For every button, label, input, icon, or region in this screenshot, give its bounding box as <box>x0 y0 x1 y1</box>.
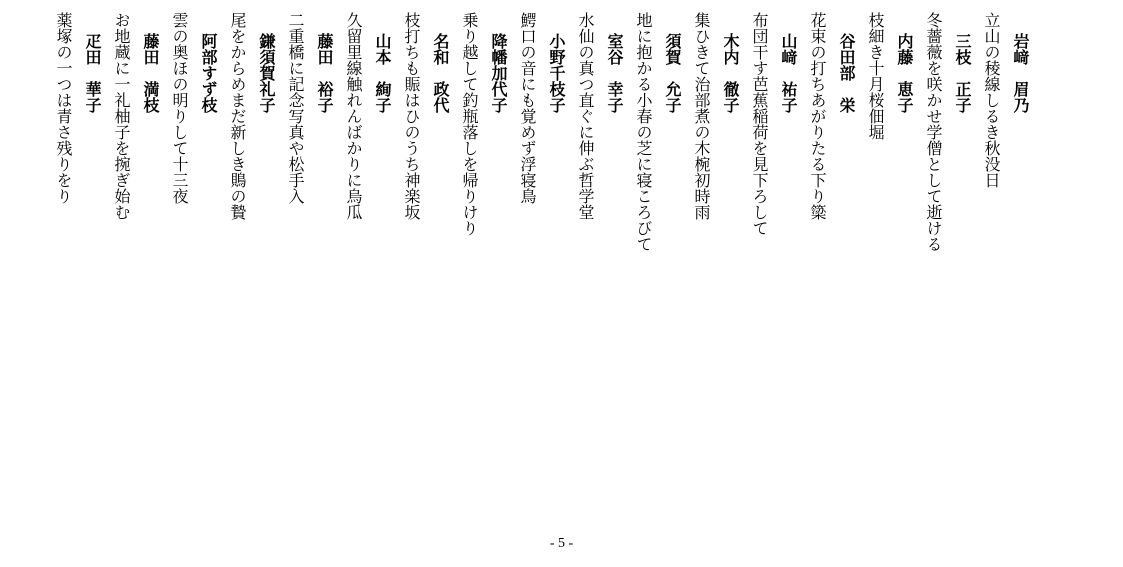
author-name: 名和 政代 <box>431 32 450 113</box>
haiku-text: 立山の稜線しるき秋没日 <box>982 12 1001 188</box>
author-name: 須賀 允子 <box>663 32 682 113</box>
haiku-text: 地に抱かる小春の芝に寝ころびて <box>634 12 653 252</box>
haiku-text: 枝打ちも賑はひのうち神楽坂 <box>402 12 421 220</box>
haiku-entry <box>571 12 629 512</box>
author-name: 降幡加代子 <box>489 32 508 113</box>
author-name: 鎌須賀礼子 <box>257 32 276 113</box>
haiku-entry <box>513 12 571 512</box>
haiku-entry <box>397 12 455 512</box>
author-name: 山﨑 祐子 <box>779 32 798 113</box>
haiku-text: 薬塚の一つは青さ残りをり <box>54 12 73 204</box>
haiku-entry <box>49 12 107 512</box>
author-name: 室谷 幸子 <box>605 32 624 113</box>
author-name: 岩﨑 眉乃 <box>1011 32 1030 113</box>
haiku-text: 枝細き十月桜佃堀 <box>866 12 885 140</box>
haiku-text: 集ひきて治部煮の木椀初時雨 <box>692 12 711 220</box>
haiku-entry <box>107 12 165 512</box>
author-name: 藤田 裕子 <box>315 32 334 113</box>
author-name: 木内 徹子 <box>721 32 740 113</box>
haiku-entry <box>629 12 687 512</box>
haiku-entry <box>919 12 977 512</box>
haiku-entry <box>687 12 745 512</box>
haiku-text: 二重橋に記念写真や松手入 <box>286 12 305 204</box>
author-name: 山本 絢子 <box>373 32 392 113</box>
haiku-text: 布団干す芭蕉稲荷を見下ろして <box>750 12 769 236</box>
haiku-text: 水仙の真つ直ぐに伸ぶ哲学堂 <box>576 12 595 220</box>
haiku-text: 鰐口の音にも覚めず浮寝鳥 <box>518 12 537 204</box>
author-name: 疋田 華子 <box>83 32 102 113</box>
author-name: 谷田部 栄 <box>837 32 856 113</box>
haiku-text: 花束の打ちあがりたる下り簗 <box>808 12 827 220</box>
author-name: 三枝 正子 <box>953 32 972 113</box>
haiku-entry <box>223 12 281 512</box>
author-name: 藤田 満枝 <box>141 32 160 113</box>
haiku-list <box>49 12 1035 512</box>
haiku-text: 乗り越して釣瓶落しを帰りけり <box>460 12 479 236</box>
haiku-entry <box>281 12 339 512</box>
haiku-entry <box>861 12 919 512</box>
haiku-text: お地蔵に一礼柚子を捥ぎ始む <box>112 12 131 220</box>
page-number: - 5 - <box>549 536 574 551</box>
haiku-entry <box>455 12 513 512</box>
author-name: 小野千枝子 <box>547 32 566 113</box>
haiku-entry <box>803 12 861 512</box>
author-name: 内藤 恵子 <box>895 32 914 113</box>
author-name: 阿部すず枝 <box>199 32 218 113</box>
haiku-entry <box>165 12 223 512</box>
haiku-text: 尾をからめまだ新しき鵙の贄 <box>228 12 247 220</box>
haiku-entry <box>339 12 397 512</box>
haiku-text: 雲の奥ほの明りして十三夜 <box>170 12 189 204</box>
haiku-text: 久留里線触れんばかりに烏瓜 <box>344 12 363 220</box>
haiku-entry <box>977 12 1035 512</box>
haiku-text: 冬薔薇を咲かせ学僧として逝ける <box>924 12 943 252</box>
haiku-entry <box>745 12 803 512</box>
